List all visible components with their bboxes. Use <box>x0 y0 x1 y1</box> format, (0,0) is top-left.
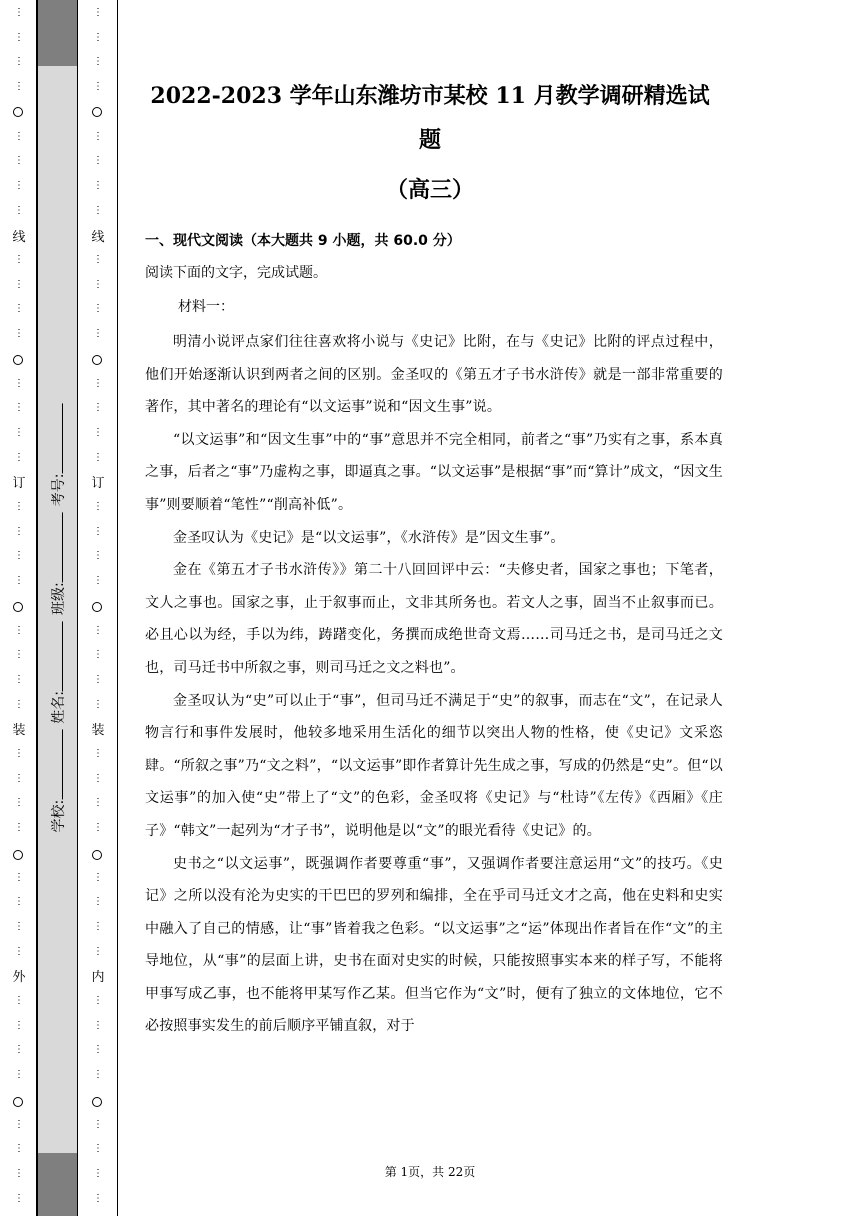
seal-dot: ⋮ <box>93 822 103 834</box>
seal-dot: ⋮ <box>93 896 103 908</box>
seal-dot: ⋮ <box>93 426 103 438</box>
passage-paragraph: “以文运事”和“因文生事”中的“事”意思并不完全相同，前者之“事”乃实有之事，系本真之事，后者之“事”乃虚构之事，即逼真之事。“以文运事”是根据“事”而“算计”成文，“因文生事”则要顺着“笔性”“削高补低”。 <box>145 431 723 513</box>
binding-strip-right-border <box>77 0 78 1216</box>
seal-dot: ⋮ <box>93 920 103 932</box>
class-blank[interactable] <box>62 512 63 582</box>
inner-seal-char: 装 <box>91 723 105 738</box>
outer-seal-char: 线 <box>12 230 26 245</box>
student-info-fields <box>47 400 69 833</box>
seal-circle-icon <box>92 107 102 117</box>
seal-dot: ⋮ <box>93 945 103 957</box>
page-title <box>140 74 720 212</box>
name-label: 姓名: <box>51 691 67 724</box>
inner-seal-char: 订 <box>91 476 105 491</box>
seal-dot: ⋮ <box>14 772 24 784</box>
passage-paragraph: 明清小说评点家们往往喜欢将小说与《史记》比附，在与《史记》比附的评点过程中，他们开始逐渐认识到两者之间的区别。金圣叹的《第五才子书水浒传》就是一部非常重要的著作，其中著名的理论有“以文运事”说和“因文生事”说。 <box>145 334 723 416</box>
inner-seal-char: 线 <box>91 230 105 245</box>
seal-dot: ⋮ <box>14 995 24 1006</box>
seal-dot: ⋮ <box>93 81 103 93</box>
passage-body <box>145 326 723 1043</box>
seal-dot: ⋮ <box>93 7 103 18</box>
seal-circle-icon <box>13 355 23 365</box>
seal-dot: ⋮ <box>93 772 103 784</box>
seal-dot: ⋮ <box>14 1019 24 1031</box>
section-heading: 一、现代文阅读（本大题共 9 小题，共 60.0 分） <box>145 233 461 249</box>
seal-circle-icon <box>92 850 102 860</box>
outer-seal-column <box>11 0 27 1216</box>
class-label: 班级: <box>51 582 67 615</box>
seal-dot: ⋮ <box>14 426 24 438</box>
outer-seal-char: 外 <box>12 970 26 985</box>
seal-dot: ⋮ <box>93 130 103 142</box>
seal-dot: ⋮ <box>14 155 24 167</box>
binding-strip-top-cap <box>37 0 77 66</box>
seal-dot: ⋮ <box>14 673 24 685</box>
seal-dot: ⋮ <box>93 278 103 290</box>
seal-dot: ⋮ <box>93 624 103 636</box>
seal-dot: ⋮ <box>14 278 24 290</box>
passage-paragraph: 金在《第五才子书水浒传》》第二十八回回评中云：“夫修史者，国家之事也；下笔者，文人之事也。国家之事，止于叙事而止，文非其所务也。若文人之事，固当不止叙事而已。必且心以为经，手以为纬，踌躇变化，务撰而成绝世奇文焉……司马迁之书，是司马迁之文也，司马迁书中所叙之事，则司马迁之文之料也”。 <box>145 562 723 676</box>
seal-dot: ⋮ <box>93 155 103 167</box>
name-blank[interactable] <box>62 621 63 691</box>
seal-dot: ⋮ <box>14 303 24 315</box>
seal-dot: ⋮ <box>14 179 24 191</box>
seal-dot: ⋮ <box>93 748 103 759</box>
seal-dot: ⋮ <box>14 1167 24 1179</box>
seal-dot: ⋮ <box>14 525 24 537</box>
seal-dot: ⋮ <box>14 402 24 414</box>
passage-paragraph: 金圣叹认为《史记》是“以文运事”，《水浒传》是”因文生事”。 <box>173 529 565 546</box>
seal-dot: ⋮ <box>93 1044 103 1056</box>
seal-dot: ⋮ <box>14 945 24 957</box>
seal-dot: ⋮ <box>14 575 24 587</box>
title-line-2: （高三） <box>385 177 474 203</box>
inner-binding-line <box>117 0 118 1216</box>
seal-circle-icon <box>13 602 23 612</box>
passage-paragraph: 史书之“以文运事”，既强调作者要尊重“事”，又强调作者要注意运用“文”的技巧。《史记》之所以没有沦为史实的干巴巴的罗列和编排，全在乎司马迁文才之高，他在史料和史实中融入了自己的情感，让“事”皆着我之色彩。“以文运事”之“运”体现出作者旨在作“文”的主导地位，从“事”的层面上讲，史书在面对史实的时候，只能按照事实本来的样子写，不能将甲事写成乙事，也不能将甲某写作乙某。但当它作为“文”时，便有了独立的文体地位，它不必按照事实发生的前后顺序平铺直叙，对于 <box>145 855 723 1035</box>
seal-dot: ⋮ <box>93 501 103 512</box>
seal-dot: ⋮ <box>14 81 24 93</box>
seal-dot: ⋮ <box>93 1167 103 1179</box>
seal-dot: ⋮ <box>14 896 24 908</box>
seal-dot: ⋮ <box>93 1118 103 1130</box>
seal-dot: ⋮ <box>14 624 24 636</box>
seal-dot: ⋮ <box>93 377 103 389</box>
seal-dot: ⋮ <box>93 179 103 191</box>
seal-dot: ⋮ <box>93 575 103 587</box>
seal-dot: ⋮ <box>14 797 24 809</box>
seal-circle-icon <box>13 850 23 860</box>
seal-dot: ⋮ <box>14 1192 24 1204</box>
seal-dot: ⋮ <box>14 377 24 389</box>
seal-dot: ⋮ <box>14 204 24 216</box>
seal-dot: ⋮ <box>14 1044 24 1056</box>
seal-dot: ⋮ <box>14 1118 24 1130</box>
seal-circle-icon <box>13 107 23 117</box>
outer-seal-char: 装 <box>12 723 26 738</box>
seal-dot: ⋮ <box>14 1069 24 1081</box>
page-footer: 第 1页，共 22页 <box>384 1165 476 1179</box>
seal-dot: ⋮ <box>14 649 24 661</box>
title-line-1: 2022-2023 学年山东潍坊市某校 11 月教学调研精选试题 <box>150 83 710 153</box>
seal-circle-icon <box>92 602 102 612</box>
seal-dot: ⋮ <box>14 254 24 265</box>
seal-dot: ⋮ <box>93 525 103 537</box>
seal-dot: ⋮ <box>14 822 24 834</box>
seal-dot: ⋮ <box>93 797 103 809</box>
inner-seal-char: 内 <box>91 970 105 985</box>
seal-dot: ⋮ <box>93 871 103 883</box>
seal-dot: ⋮ <box>93 328 103 340</box>
seal-circle-icon <box>92 355 102 365</box>
seal-dot: ⋮ <box>14 1143 24 1155</box>
seal-dot: ⋮ <box>93 31 103 43</box>
seal-dot: ⋮ <box>14 7 24 18</box>
seal-dot: ⋮ <box>93 698 103 710</box>
exam-no-blank[interactable] <box>62 404 63 474</box>
seal-dot: ⋮ <box>93 649 103 661</box>
inner-seal-column <box>90 0 106 1216</box>
seal-circle-icon <box>13 1097 23 1107</box>
seal-dot: ⋮ <box>93 254 103 265</box>
seal-dot: ⋮ <box>14 31 24 43</box>
seal-dot: ⋮ <box>93 1143 103 1155</box>
seal-dot: ⋮ <box>14 698 24 710</box>
seal-dot: ⋮ <box>14 451 24 463</box>
outer-seal-char: 订 <box>12 476 26 491</box>
seal-dot: ⋮ <box>93 550 103 562</box>
passage-paragraph: 金圣叹认为“史”可以止于“事”，但司马迁不满足于“史”的叙事，而志在“文”，在记录人物言行和事件发展时，他较多地采用生活化的细节以突出人物的性格，使《史记》文采恣肆。“所叙之事”乃“文之料”，“以文运事”即作者算计先生成之事，写成的仍然是“史”。但“以文运事”的加入使“史”带上了“文”的色彩，金圣叹将《史记》与“杜诗”《左传》《西厢》《庄子》“韩文”一起列为“才子书”，说明他是以“文”的眼光看待《史记》的。 <box>145 692 723 839</box>
seal-dot: ⋮ <box>93 56 103 68</box>
seal-dot: ⋮ <box>14 748 24 759</box>
seal-circle-icon <box>92 1097 102 1107</box>
seal-dot: ⋮ <box>93 303 103 315</box>
seal-dot: ⋮ <box>93 402 103 414</box>
seal-dot: ⋮ <box>93 1019 103 1031</box>
school-blank[interactable] <box>62 730 63 800</box>
seal-dot: ⋮ <box>93 1192 103 1204</box>
seal-dot: ⋮ <box>14 920 24 932</box>
seal-dot: ⋮ <box>14 871 24 883</box>
exam-no-label: 考号: <box>51 473 67 507</box>
seal-dot: ⋮ <box>14 130 24 142</box>
seal-dot: ⋮ <box>93 1069 103 1081</box>
seal-dot: ⋮ <box>14 550 24 562</box>
reading-instruction: 阅读下面的文字，完成试题。 <box>145 265 327 281</box>
seal-dot: ⋮ <box>14 501 24 512</box>
seal-dot: ⋮ <box>14 56 24 68</box>
seal-dot: ⋮ <box>93 451 103 463</box>
binding-strip-left-border <box>37 0 38 1216</box>
seal-dot: ⋮ <box>14 328 24 340</box>
material-label: 材料一： <box>178 299 234 315</box>
seal-dot: ⋮ <box>93 995 103 1006</box>
seal-dot: ⋮ <box>93 204 103 216</box>
school-label: 学校: <box>51 799 67 833</box>
seal-dot: ⋮ <box>93 673 103 685</box>
